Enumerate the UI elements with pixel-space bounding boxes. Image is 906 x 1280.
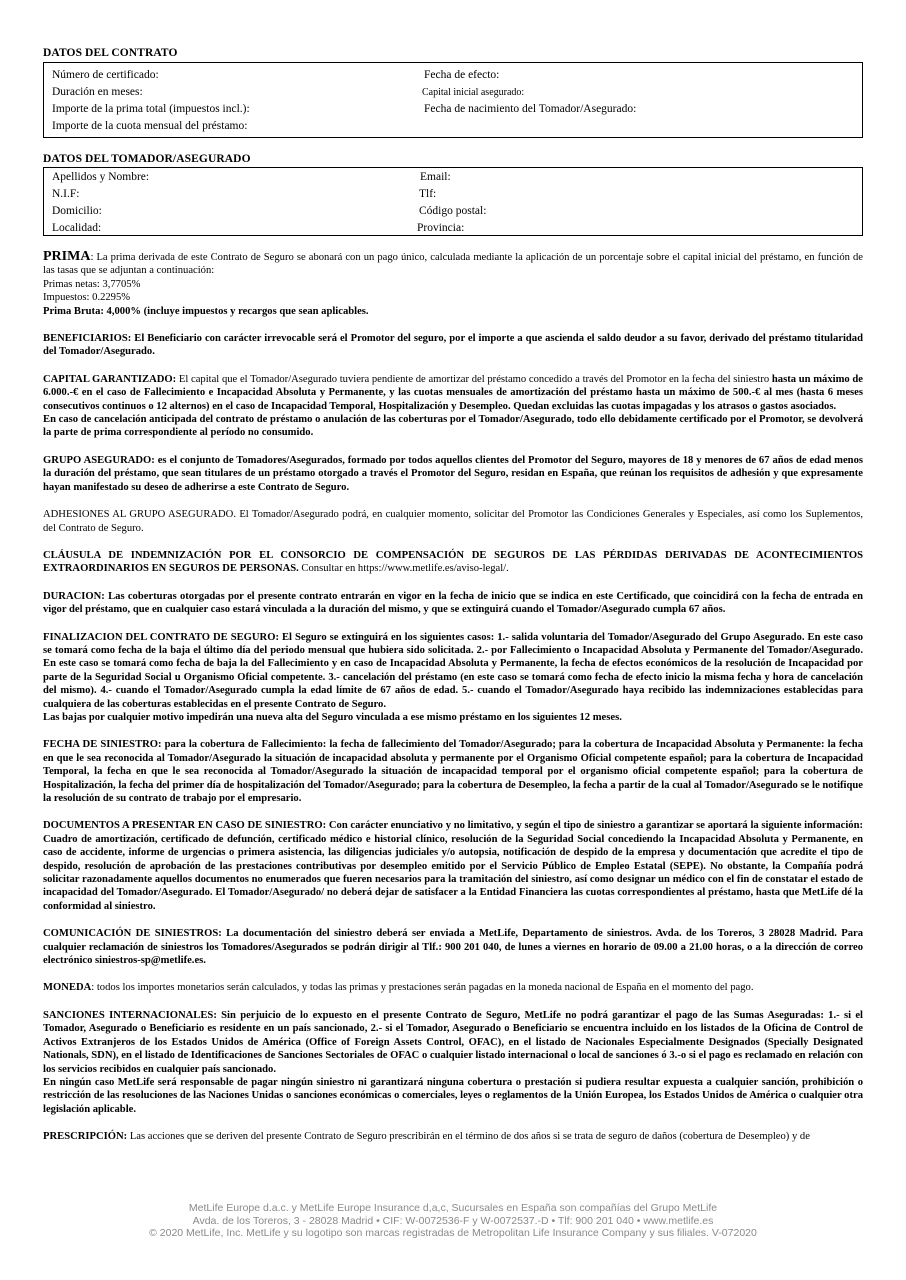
email-label: Email: bbox=[420, 171, 451, 183]
monthly-installment-label: Importe de la cuota mensual del préstamo: bbox=[52, 120, 248, 132]
province-label: Provincia: bbox=[417, 222, 465, 234]
claim-communication-section: COMUNICACIÓN DE SINIESTROS: La documentación del siniestro deberá ser enviada a MetLife, Departamento de siniestros. Avda. de los Toreros, 3 28028 Madrid. Para cualquier reclamación de siniestros los Tomadores/Asegurados se podrán dirigir al Tlf.: 900 201 040, de lunes a viernes en horario de 09.00 a 21.00 horas, o a la dirección de correo electrónico siniestros-sp@metlife.es. bbox=[43, 928, 863, 967]
document-page bbox=[43, 46, 863, 1144]
currency-section bbox=[43, 981, 863, 994]
premium-heading: PRIMA bbox=[43, 249, 91, 264]
postal-code-label: Código postal: bbox=[419, 205, 487, 217]
effective-date-label: Fecha de efecto: bbox=[424, 69, 500, 81]
sanctions-section: SANCIONES INTERNACIONALES: Sin perjuicio de lo expuesto en el presente Contrato de Seguro, MetLife no podrá garantizar el pago de las Sumas Aseguradas: 1.- si el Tomador, Asegurado o Beneficiario es residente en un país sancionado, 2.- si el Tomador, Asegurado o Beneficiario se encuentra incluido en los listados de la Oficina de Control de Activos Extranjeros de los Estados Unidos de América (Office of Foreign Assets Control, OFAC), en el listado de Nacionales Especialmente Designados (Specially Designated Nationals, SDN), en el listado de Identificaciones de Sanciones Sectoriales de OFAC o cualquier listado internacional o local de sanciones ó 3.-o si el pago es reclamado en relación con los servicios recibidos en cualquier país sancionado. bbox=[43, 1009, 863, 1075]
adhesions-section: ADHESIONES AL GRUPO ASEGURADO. El Tomador/Asegurado podrá, en cualquier momento, solicitar del Promotor las Condiciones Generales y Especiales, así como los Suplementos, del Contrato de Seguro. bbox=[43, 509, 863, 534]
guaranteed-capital-bold: hasta un máximo de 6.000.-€ en el caso de Fallecimiento e Incapacidad Absoluta y Permanente, y las cuotas mensuales de amortización del préstamo hasta un máximo de 500.-€ al mes (hasta 6 meses consecutivos continuos o 12 alternos) en el caso de Incapacidad Temporal, Hospitalización y Desempleo. Quedan excluidas las cuotas impagadas y los atrasos o gastos asociados. bbox=[43, 373, 864, 412]
certificate-number-label: Número de certificado: bbox=[52, 69, 159, 81]
contract-data-title: DATOS DEL CONTRATO bbox=[43, 47, 178, 59]
termination-note: Las bajas por cualquier motivo impedirán una nueva alta del Seguro vinculada a ese mismo préstamo en los siguientes 12 meses. bbox=[43, 711, 622, 723]
name-label: Apellidos y Nombre: bbox=[52, 171, 150, 183]
early-cancellation-text: En caso de cancelación anticipada del contrato de préstamo o anulación de las coberturas por el Tomador/Asegurado, todo ello debidamente certificado por el Promotor, se devolverá la parte de prima correspondiente al período no consumido. bbox=[43, 414, 863, 439]
duration-label: Duración en meses: bbox=[52, 86, 143, 98]
policyholder-data-title: DATOS DEL TOMADOR/ASEGURADO bbox=[43, 153, 251, 165]
guaranteed-capital-text: El capital que el Tomador/Asegurado tuviera pendiente de amortizar del préstamo concedido a través del Promotor en la fecha del siniestro bbox=[176, 373, 772, 385]
premium-text: : La prima derivada de este Contrato de Seguro se abonará con un pago único, calculada mediante la aplicación de un porcentaje sobre el capital inicial del préstamo, en función de las tasas que se adjuntan a continuación: bbox=[43, 252, 863, 277]
footer-line-2: Avda. de los Toreros, 3 - 28028 Madrid • CIF: W-0072536-F y W-0072537.-D • Tlf: 900 201 040 • www.metlife.es bbox=[192, 1214, 714, 1227]
address-label: Domicilio: bbox=[52, 205, 102, 217]
premium-amount-label: Importe de la prima total (impuestos incl.): bbox=[52, 103, 250, 115]
footer-line-1: MetLife Europe d.a.c. y MetLife Europe Insurance d,a,c, Sucursales en España son compañías del Grupo MetLife bbox=[188, 1202, 718, 1214]
prescription-text: Las acciones que se deriven del presente Contrato de Seguro prescribirán en el término de dos años si se trata de seguro de daños (cobertura de Desempleo) y de bbox=[127, 1131, 810, 1143]
footer-line-3: © 2020 MetLife, Inc. MetLife y su logotipo son marcas registradas de Metropolitan Life Insurance Company y sus filiales. V-072020 bbox=[149, 1227, 757, 1240]
premium-section bbox=[43, 250, 863, 278]
sanctions-note: En ningún caso MetLife será responsable de pagar ningún siniestro ni garantizará ninguna cobertura o prestación si pudiera resultar expuesta a cualquier sanción, prohibición o restricción de las resoluciones de las Naciones Unidas o sanciones económicas o comerciales, leyes o reglamentos de la Unión Europea, los Estados Unidos de América o cualquier otra legislación aplicable. bbox=[43, 1076, 863, 1115]
nif-label: N.I.F: bbox=[52, 188, 80, 200]
termination-section: FINALIZACION DEL CONTRATO DE SEGURO: El Seguro se extinguirá en los siguientes casos: 1.- salida voluntaria del Tomador/Asegurado del Grupo Asegurado. En este caso se tomará como fecha de la baja el último día del periodo mensual que hubiera sido solicitada. 2.- por Fallecimiento o Incapacidad Absoluta y Permanente del Tomador/Asegurado. En este caso se tomará como fecha de baja la del Fallecimiento y en caso de Incapacidad Absoluta y Permanente, la fecha de efectos económicos de la resolución de Incapacidad por parte de la Seguridad Social u Organismo Oficial competente. 3.- cancelación del préstamo (en este caso se tomará como fecha de efecto inicio la misma fecha y hora de cancelación del mismo). 4.- cuando el Tomador/Asegurado cumpla la edad límite de 67 años de edad. 5.- cuando el Tomador/Asegurado haya recibido las indemnizaciones establecidas para cualquiera de las coberturas establecidas en el presente Contrato de Seguro. bbox=[43, 631, 863, 710]
initial-capital-label: Capital inicial asegurado: bbox=[422, 87, 525, 98]
insured-group-section: GRUPO ASEGURADO: es el conjunto de Tomadores/Asegurados, formado por todos aquellos clientes del Promotor del Seguro, mayores de 18 y menores de 67 años de edad menos la duración del préstamo, que sean titulares de un préstamo otorgado a través el Promotor del Seguro, residan en España, que reúnan los requisitos de adhesión y que expresamente hayan manifestado su deseo de adherirse a este Contrato de Seguro. bbox=[43, 454, 863, 493]
beneficiaries-section: BENEFICIARIOS: El Beneficiario con carácter irrevocable será el Promotor del seguro, por el importe a que ascienda el saldo deudor a su favor, derivado del préstamo titularidad del Tomador/Asegurado. bbox=[43, 333, 863, 358]
guaranteed-capital-heading: CAPITAL GARANTIZADO: bbox=[43, 373, 177, 385]
page-footer bbox=[0, 1202, 906, 1240]
currency-heading: MONEDA bbox=[43, 982, 92, 994]
guaranteed-capital-section bbox=[43, 373, 863, 413]
gross-premium: Prima Bruta: 4,000% (incluye impuestos y recargos que sean aplicables. bbox=[43, 305, 369, 317]
claim-documents-section: DOCUMENTOS A PRESENTAR EN CASO DE SINIESTRO: Con carácter enunciativo y no limitativo, y según el tipo de siniestro a garantizar se aportará la siguiente información: Cuadro de amortización, certificado de defunción, certificado médico e historial clínico, resolución de la Seguridad Social concediendo la Incapacidad Absoluta y Permanente, en caso de accidente, informe de urgencias o primera asistencia, las diligencias judiciales y/o autopsia, notificación de despido de la empresa y documentación que acredite el tipo de despido, resolución de aprobación de las prestaciones contributivas por desempleo emitido por el Servicio Público de Empleo Estatal (SEPE). No obstante, la Compañía podrá solicitar razonadamente aquellos documentos no enumerados que fueren necesarios para la tramitación del siniestro, así como designar un médico con el fin de constatar el estado de incapacidad del Tomador/Asegurado. El Tomador/Asegurado/ no deberá dejar de satisfacer a la Entidad Financiera las cuotas correspondientes al préstamo, hasta que MetLife dé la conformidad al siniestro. bbox=[43, 820, 863, 912]
consortium-clause-section bbox=[43, 549, 863, 576]
contract-data-box bbox=[43, 62, 863, 138]
city-label: Localidad: bbox=[52, 222, 102, 234]
policyholder-data-box bbox=[43, 167, 863, 236]
net-premium: Primas netas: 3,7705% bbox=[43, 278, 141, 290]
currency-text: : todos los importes monetarios serán calculados, y todas las primas y prestaciones serán pagadas en la moneda nacional de España en el momento del pago. bbox=[91, 982, 754, 994]
claim-date-section: FECHA DE SINIESTRO: para la cobertura de Fallecimiento: la fecha de fallecimiento del Tomador/Asegurado; para la cobertura de Incapacidad Absoluta y Permanente: la fecha en que le sea reconocida al Tomador/Asegurado la situación de incapacidad absoluta y permanente por el Organismo Oficial competente español; para la cobertura de Incapacidad Temporal, la fecha en que le sea reconocida al Tomador/Asegurado la situación de incapacidad temporal por el organismo oficial competente español; para la cobertura de Hospitalización, la fecha del primer día de hospitalización del Tomador/Asegurado; para la cobertura de Desempleo, la fecha a partir de la cual al Tomador/Asegurado se le notifique la resolución de su contrato de trabajo por el empresario. bbox=[43, 739, 863, 804]
phone-label: Tlf: bbox=[419, 188, 437, 200]
prescription-heading: PRESCRIPCIÓN: bbox=[43, 1131, 128, 1143]
birth-date-label: Fecha de nacimiento del Tomador/Asegurado: bbox=[424, 103, 637, 115]
consortium-clause-heading: CLÁUSULA DE INDEMNIZACIÓN POR EL CONSORCIO DE COMPENSACIÓN DE SEGUROS DE LAS PÉRDIDAS DERIVADAS DE ACONTECIMIENTOS EXTRAORDINARIOS EN SEGUROS DE PERSONAS. bbox=[43, 549, 863, 575]
prescription-section bbox=[43, 1130, 863, 1143]
taxes: Impuestos: 0.2295% bbox=[43, 292, 131, 304]
duration-section: DURACION: Las coberturas otorgadas por el presente contrato entrarán en vigor en la fecha de inicio que se indica en este Certificado, que coincidirá con la fecha de entrada en vigor del préstamo, que en cualquier caso estará vinculada a la duración del mismo, y que se extinguirá cuando el Tomador/Asegurado cumpla 67 años. bbox=[43, 590, 863, 616]
consortium-clause-text: Consultar en https://www.metlife.es/aviso-legal/. bbox=[298, 563, 509, 575]
